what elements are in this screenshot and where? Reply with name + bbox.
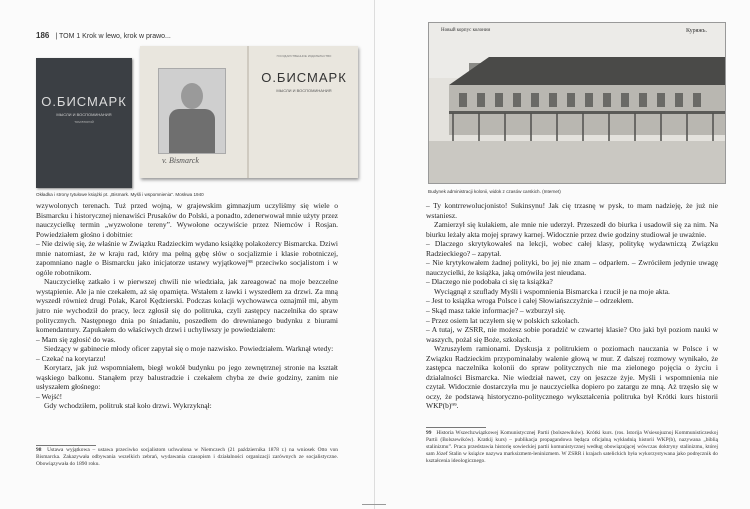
paragraph: – Ty kontrrewolucjonisto! Sukinsynu! Jak cię trzasnę w pysk, to mam nadzieję, że już nie wstaniesz. <box>426 201 718 220</box>
footnote-number: 98 <box>36 447 42 453</box>
running-title: TOM 1 Krok w lewo, krok w prawo... <box>58 33 171 40</box>
paragraph: – Nie krytykowałem żadnej polityki, bo jej nie znam – odparłem. – Zwróciłem jedynie uwagę nauczycielki, że książka, jaką omówiła jest nieudana. <box>426 258 718 277</box>
right-figure-caption: Budynek administracji kolonii, widok z czasów carskich. (Internet) <box>428 189 561 194</box>
book-cover <box>36 58 132 188</box>
colony-building-photo <box>428 22 726 184</box>
paragraph: wzywolonych terenach. Tuż przed wojną, w grajewskim gimnazjum uczyliśmy się wiele o Bismarcku i historycznej nienawiści Prusaków do Polski, a ponadto, zdenerwował mnie użyty przez nauczycielkę termin „wyzwolone tereny”. Wywołone oczywiście przez Niemców i Rosjan. Powiedziałem głośno i dobitnie: <box>36 201 338 239</box>
paragraph: – Czekać na korytarzu! <box>36 353 106 363</box>
left-body-text <box>36 201 338 411</box>
photo-inscription-left: Новый корпус колонии <box>441 28 491 33</box>
portrait-body <box>169 109 215 153</box>
paragraph: Siedzący w gabinecie młody oficer zapytał się o moje nazwisko. Powiedziałem. Warknął wtedy: <box>44 344 334 354</box>
photo-inscription-right: Куряжъ. <box>686 28 707 34</box>
footnote-text: Historia Wszechzwiązkowej Komunistycznej Partii (bolszewików). Krótki kurs. (ros. Istorija Wsiesojuznoj Kommunisticzeskoj Partii (Bolszewików). Kratkij kurs) – publikacja propagandowa będąca oficjalną wykładnią historii WKP(b), nazywana „biblią stalinizmu”. Praca przedstawia historię sowieckiej partii komunistycznej według obowiązującej wówczas doktryny stalinizmu, której sam Józef Stalin w książce nazywa marksizmem-leninizmem. W ZSRR i krajach satelickich była wykorzystywana jako podręcznik do kształcenia ideologicznego. <box>426 430 718 465</box>
right-body-text <box>426 201 718 411</box>
title-page-publisher: ГОСУДАРСТВЕННОЕ ИЗДАТЕЛЬСТВО <box>276 54 332 58</box>
paragraph: – Skąd masz takie informacje? – wzburzył się. <box>426 306 566 316</box>
book-photo <box>36 46 347 184</box>
building-photo-graphic <box>429 23 725 183</box>
running-header <box>36 31 171 40</box>
footnote-number: 99 <box>426 430 432 436</box>
signature: v. Bismarck <box>162 156 199 165</box>
footnote-99 <box>426 430 718 465</box>
book-cover-subtitle: МЫСЛИ И ВОСПОМИНАНИЯ <box>56 112 112 117</box>
book-cover-volume: ТОМ ВТОРОЙ <box>74 120 94 124</box>
footnote-98 <box>36 447 338 468</box>
paragraph: – Dlaczego skrytykowałeś na lekcji, wobec całej klasy, politykę wydawniczą Związku Radzieckiego? – zapytał. <box>426 239 718 258</box>
title-page-title: О.БИСМАРК <box>261 70 347 85</box>
paragraph: – Nie dziwię się, że właśnie w Związku Radzieckim wydano książkę polakożercy Bismarcka. Dziwi mnie natomiast, że w kraju rad, który ma pełną gębę słów o socjalizmie i klasie robotniczej, zapomniano nagle o Bismarcku jako inicjatorze ustawy wyjątkowej⁹⁸ przeciwko socjalistom i w ogóle robotnikom. <box>36 239 338 277</box>
book-cover-title: О.БИСМАРК <box>41 94 127 109</box>
paragraph: – Dlaczego nie podobała ci się ta książka? <box>426 277 553 287</box>
book-spine <box>247 46 249 178</box>
paragraph: Wyciągnął z szuflady Myśli i wspomnienia Bismarcka i rzucił je na moje akta. <box>434 286 670 296</box>
left-figure-caption: Okładka i strony tytułowe książki pt. „Bismark. Myśli i wspomnienia”. Moskwa 1940 <box>36 192 204 197</box>
open-book <box>140 46 358 178</box>
paragraph: – Przez osiem lat uczyłem się w polskich szkołach. <box>426 315 580 325</box>
paragraph: – Jest to książka wroga Polsce i całej Słowiańszczyźnie – odrzekłem. <box>426 296 634 306</box>
page-number: 186 <box>36 31 50 40</box>
header-separator: | <box>55 33 58 40</box>
footnote-text: Ustawa wyjątkowa – ustawa przeciwko socjalistom uchwalona w Niemczech (21 października 1878 r.) na wniosek Otto von Bismarcka. Zakazywała odbywania wszelkich zebrań, wydawania czasopism i działalności organizacji zarównych ze socjalistyczne. Obowiązywała do 1890 roku. <box>36 447 338 468</box>
paragraph: – A tutaj, w ZSRR, nie możesz sobie poradzić w czwartej klasie? Oto jaki był poziom nauki w waszych, pożal się Boże, szkołach. <box>426 325 718 344</box>
gutter-mark <box>362 504 386 505</box>
paragraph: Zamierzył się kułakiem, ale mnie nie uderzył. Przeszedł do biurka i usadowił się za nim. Na biurku leżały akta mojej sprawy karnej. Widocznie przez dwie godziny studiował je uważnie. <box>426 220 718 239</box>
title-page-subtitle: МЫСЛИ И ВОСПОМИНАНИЯ <box>276 88 332 93</box>
paragraph: Wzruszyłem ramionami. Dyskusja z politrukiem o poziomach nauczania w Polsce i w Związku Radzieckim przypominałaby walenie głową w mur. Z dalszej rozmowy wynikało, że zastępca naczelnika kolonii do spraw politycznych nie ma zielonego pojęcia o życiu i działalności Bismarcka. Nie wiedział nawet, czy on jeszcze żyje. Myśli i wspomnienia nie czytał. Widocznie dostarczyła mu je nauczycielka dopiero po zatargu ze mną. Aż trzęsło się w oczy, że podstawą historyczno-politycznego wykształcenia politruka był Krótki kurs historii WKP(b)⁹⁹. <box>426 344 718 411</box>
portrait-image <box>158 68 226 154</box>
footnote-rule <box>36 445 96 446</box>
footnote-rule <box>426 427 486 428</box>
paragraph: Nauczycielkę zatkało i w pierwszej chwili nie wiedziała, jak zareagować na moje bezczelne wystąpienie. Ale ja nie czekałem, aż się opamięta. Wstałem z ławki i wyszedłem za drzwi. Za mną wyszedł również drugi Polak, Karol Kędzierski. Podczas kolacji wychowawca oznajmił mi, abym jutro nie wychodził do pracy, lecz zgłosił się do politruka, czyli zastępcy naczelnika do spraw politycznych. Następnego dnia po śniadaniu, poszedłem do drewnianego budynku z biurami komendantury. Zapukałem do właściwych drzwi i uchyliwszy je powiedziałem: <box>36 277 338 335</box>
paragraph: – Mam się zgłosić do was. <box>36 334 116 344</box>
paragraph: Korytarz, jak już wspomniałem, biegł wokół budynku po jego zewnętrznej stronie na kształt wąskiego balkonu. Stanąłem przy balustradzie i czekałem chyba ze dwie godziny, zanim nie usłyszałem głośnego: <box>36 363 338 392</box>
paragraph: – Wejść! <box>36 391 63 401</box>
paragraph: Gdy wchodziłem, politruk stał koło drzwi. Wykrzyknął: <box>44 401 212 411</box>
portrait-head <box>181 83 203 109</box>
